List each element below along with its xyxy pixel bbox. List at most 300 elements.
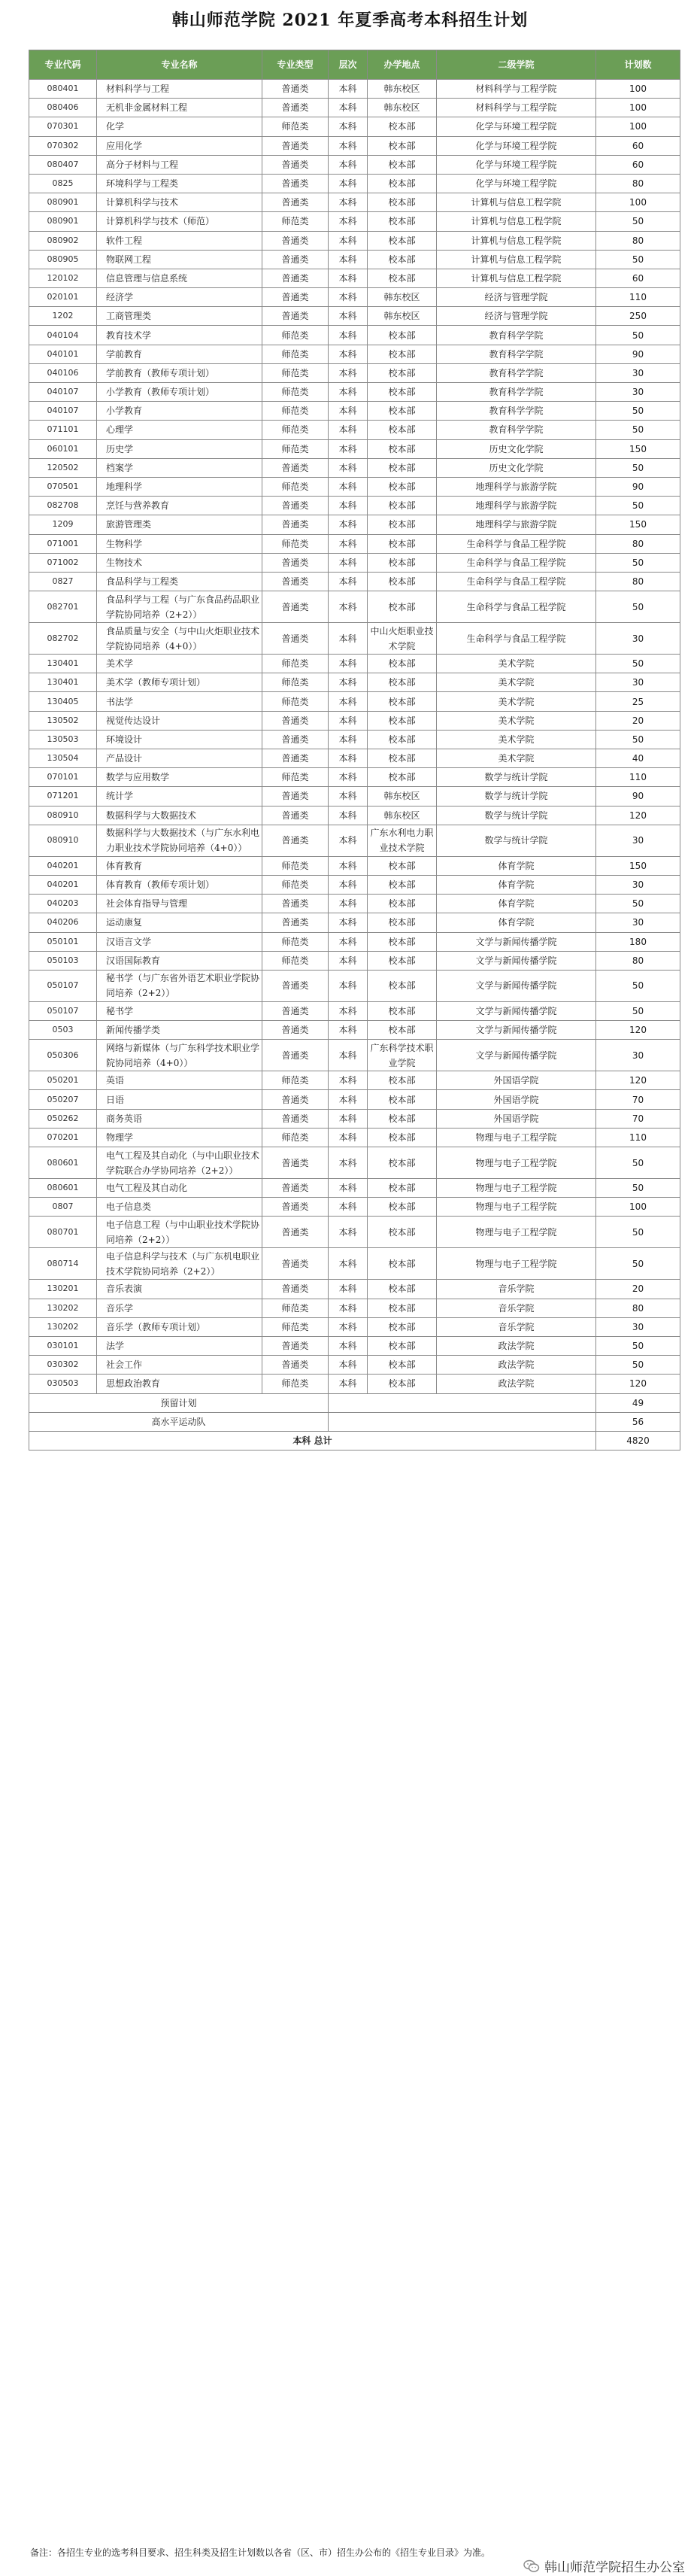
cell-code: 040107	[29, 383, 97, 402]
cell-campus: 校本部	[368, 250, 437, 269]
cell-major: 小学教育	[97, 402, 262, 421]
cell-college: 体育学院	[437, 895, 596, 913]
table-row	[29, 288, 680, 307]
cell-campus: 校本部	[368, 1021, 437, 1040]
cell-plan: 30	[596, 383, 680, 402]
cell-college: 体育学院	[437, 875, 596, 894]
table-row	[29, 117, 680, 136]
cell-major: 生物技术	[97, 553, 262, 572]
cell-level: 本科	[329, 623, 368, 655]
cell-code: 040107	[29, 402, 97, 421]
cell-plan: 100	[596, 1198, 680, 1217]
cell-campus: 广东水利电力职业技术学院	[368, 825, 437, 856]
cell-college: 音乐学院	[437, 1280, 596, 1299]
cell-type: 师范类	[262, 439, 329, 458]
cell-college: 计算机与信息工程学院	[437, 212, 596, 231]
cell-campus: 校本部	[368, 212, 437, 231]
cell-type: 普通类	[262, 553, 329, 572]
cell-college: 化学与环境工程学院	[437, 155, 596, 174]
cell-level: 本科	[329, 1179, 368, 1198]
table-row	[29, 673, 680, 692]
cell-campus: 校本部	[368, 1248, 437, 1280]
cell-plan: 80	[596, 231, 680, 250]
cell-type: 普通类	[262, 825, 329, 856]
cell-campus: 校本部	[368, 1280, 437, 1299]
cell-campus: 校本部	[368, 326, 437, 345]
table-row	[29, 174, 680, 193]
cell-major: 电气工程及其自动化	[97, 1179, 262, 1198]
cell-level: 本科	[329, 768, 368, 787]
cell-plan: 50	[596, 1179, 680, 1198]
cell-code: 071201	[29, 787, 97, 806]
table-row	[29, 1071, 680, 1090]
cell-campus: 校本部	[368, 1375, 437, 1393]
cell-major: 高分子材料与工程	[97, 155, 262, 174]
cell-plan: 50	[596, 458, 680, 477]
cell-college: 美术学院	[437, 711, 596, 730]
cell-level: 本科	[329, 1198, 368, 1217]
cell-major: 心理学	[97, 421, 262, 439]
cell-major: 材料科学与工程	[97, 80, 262, 99]
cell-major: 秘书学（与广东省外语艺术职业学院协同培养（2+2））	[97, 970, 262, 1001]
cell-campus: 校本部	[368, 1356, 437, 1375]
table-row	[29, 572, 680, 591]
cell-college: 生命科学与食品工程学院	[437, 534, 596, 553]
cell-type: 普通类	[262, 913, 329, 932]
total-label: 本科 总计	[29, 1431, 596, 1450]
cell-level: 本科	[329, 951, 368, 970]
cell-level: 本科	[329, 1090, 368, 1109]
cell-major: 烹饪与营养教育	[97, 497, 262, 515]
cell-type: 普通类	[262, 1179, 329, 1198]
cell-level: 本科	[329, 1299, 368, 1317]
cell-plan: 90	[596, 345, 680, 363]
cell-college: 经济与管理学院	[437, 288, 596, 307]
cell-campus: 校本部	[368, 193, 437, 212]
cell-code: 130503	[29, 730, 97, 749]
cell-campus: 校本部	[368, 1001, 437, 1020]
cell-college: 教育科学学院	[437, 363, 596, 382]
table-row	[29, 875, 680, 894]
cell-level: 本科	[329, 1128, 368, 1147]
table-row	[29, 1198, 680, 1217]
cell-code: 040201	[29, 856, 97, 875]
cell-plan: 30	[596, 673, 680, 692]
cell-major: 小学教育（教师专项计划）	[97, 383, 262, 402]
cell-college: 政法学院	[437, 1336, 596, 1355]
cell-plan: 30	[596, 623, 680, 655]
cell-code: 040106	[29, 363, 97, 382]
table-header-row	[29, 50, 680, 80]
cell-campus: 校本部	[368, 1198, 437, 1217]
table-row	[29, 1375, 680, 1393]
cell-college: 教育科学学院	[437, 326, 596, 345]
cell-plan: 50	[596, 421, 680, 439]
cell-campus: 校本部	[368, 155, 437, 174]
cell-major: 环境科学与工程类	[97, 174, 262, 193]
cell-plan: 50	[596, 1248, 680, 1280]
cell-code: 030503	[29, 1375, 97, 1393]
cell-campus: 校本部	[368, 895, 437, 913]
table-row	[29, 768, 680, 787]
cell-type: 普通类	[262, 730, 329, 749]
table-body	[29, 80, 680, 1451]
cell-type: 普通类	[262, 231, 329, 250]
table-row	[29, 363, 680, 382]
cell-campus: 韩东校区	[368, 787, 437, 806]
table-row	[29, 1317, 680, 1336]
cell-level: 本科	[329, 212, 368, 231]
cell-level: 本科	[329, 1021, 368, 1040]
cell-plan: 30	[596, 825, 680, 856]
cell-college: 文学与新闻传播学院	[437, 1001, 596, 1020]
cell-major: 经济学	[97, 288, 262, 307]
cell-code: 1202	[29, 307, 97, 326]
cell-type: 师范类	[262, 768, 329, 787]
cell-code: 1209	[29, 515, 97, 534]
cell-code: 070201	[29, 1128, 97, 1147]
cell-type: 师范类	[262, 932, 329, 951]
cell-plan: 150	[596, 439, 680, 458]
cell-campus: 校本部	[368, 269, 437, 287]
extra-label: 预留计划	[29, 1393, 329, 1412]
cell-code: 030302	[29, 1356, 97, 1375]
cell-plan: 100	[596, 99, 680, 117]
cell-level: 本科	[329, 1109, 368, 1128]
table-row	[29, 825, 680, 856]
cell-type: 普通类	[262, 515, 329, 534]
cell-major: 应用化学	[97, 136, 262, 155]
table-row	[29, 913, 680, 932]
cell-campus: 校本部	[368, 402, 437, 421]
cell-college: 计算机与信息工程学院	[437, 231, 596, 250]
cell-college: 外国语学院	[437, 1071, 596, 1090]
cell-college: 教育科学学院	[437, 345, 596, 363]
cell-code: 120502	[29, 458, 97, 477]
cell-code: 080714	[29, 1248, 97, 1280]
cell-level: 本科	[329, 856, 368, 875]
cell-college: 数学与统计学院	[437, 806, 596, 825]
cell-code: 082702	[29, 623, 97, 655]
cell-college: 地理科学与旅游学院	[437, 477, 596, 496]
cell-campus: 校本部	[368, 383, 437, 402]
watermark	[523, 2556, 685, 2575]
cell-type: 普通类	[262, 80, 329, 99]
cell-major: 软件工程	[97, 231, 262, 250]
cell-type: 师范类	[262, 477, 329, 496]
cell-major: 物理学	[97, 1128, 262, 1147]
cell-type: 师范类	[262, 1317, 329, 1336]
cell-level: 本科	[329, 174, 368, 193]
cell-type: 普通类	[262, 1336, 329, 1355]
cell-type: 普通类	[262, 1021, 329, 1040]
cell-code: 080910	[29, 806, 97, 825]
table-row	[29, 1147, 680, 1179]
cell-level: 本科	[329, 806, 368, 825]
cell-plan: 120	[596, 1375, 680, 1393]
cell-college: 体育学院	[437, 913, 596, 932]
header-college: 二级学院	[437, 50, 596, 80]
cell-college: 化学与环境工程学院	[437, 136, 596, 155]
cell-campus: 校本部	[368, 572, 437, 591]
cell-major: 社会工作	[97, 1356, 262, 1375]
cell-plan: 110	[596, 1128, 680, 1147]
cell-type: 师范类	[262, 345, 329, 363]
table-row	[29, 591, 680, 623]
cell-level: 本科	[329, 932, 368, 951]
cell-code: 050306	[29, 1040, 97, 1071]
cell-campus: 校本部	[368, 1147, 437, 1179]
cell-code: 080601	[29, 1179, 97, 1198]
cell-plan: 30	[596, 1317, 680, 1336]
cell-plan: 60	[596, 136, 680, 155]
table-row	[29, 326, 680, 345]
table-row	[29, 250, 680, 269]
cell-plan: 30	[596, 913, 680, 932]
cell-type: 普通类	[262, 572, 329, 591]
cell-campus: 校本部	[368, 534, 437, 553]
cell-code: 050201	[29, 1071, 97, 1090]
table-row-extra	[29, 1393, 680, 1412]
cell-code: 082708	[29, 497, 97, 515]
cell-plan: 80	[596, 534, 680, 553]
cell-college: 历史文化学院	[437, 439, 596, 458]
cell-major: 体育教育（教师专项计划）	[97, 875, 262, 894]
enrollment-plan-table	[29, 50, 680, 1451]
cell-college: 经济与管理学院	[437, 307, 596, 326]
cell-level: 本科	[329, 1001, 368, 1020]
cell-major: 无机非金属材料工程	[97, 99, 262, 117]
table-row	[29, 1001, 680, 1020]
cell-college: 音乐学院	[437, 1299, 596, 1317]
cell-code: 071002	[29, 553, 97, 572]
table-row	[29, 1179, 680, 1198]
cell-level: 本科	[329, 458, 368, 477]
table-row	[29, 155, 680, 174]
cell-plan: 50	[596, 402, 680, 421]
cell-college: 文学与新闻传播学院	[437, 970, 596, 1001]
cell-level: 本科	[329, 1336, 368, 1355]
cell-code: 130405	[29, 692, 97, 711]
cell-major: 旅游管理类	[97, 515, 262, 534]
cell-college: 文学与新闻传播学院	[437, 951, 596, 970]
cell-major: 汉语国际教育	[97, 951, 262, 970]
cell-type: 普通类	[262, 1147, 329, 1179]
cell-major: 体育教育	[97, 856, 262, 875]
cell-type: 师范类	[262, 1128, 329, 1147]
cell-level: 本科	[329, 515, 368, 534]
table-row	[29, 730, 680, 749]
cell-plan: 90	[596, 787, 680, 806]
cell-type: 普通类	[262, 497, 329, 515]
cell-code: 080902	[29, 231, 97, 250]
cell-major: 学前教育（教师专项计划）	[97, 363, 262, 382]
cell-code: 130202	[29, 1299, 97, 1317]
cell-type: 师范类	[262, 534, 329, 553]
cell-plan: 110	[596, 768, 680, 787]
cell-type: 普通类	[262, 787, 329, 806]
cell-type: 师范类	[262, 875, 329, 894]
cell-plan: 70	[596, 1109, 680, 1128]
cell-level: 本科	[329, 1147, 368, 1179]
cell-campus: 校本部	[368, 1336, 437, 1355]
cell-plan: 60	[596, 269, 680, 287]
table-row	[29, 1109, 680, 1128]
cell-campus: 校本部	[368, 439, 437, 458]
table-row	[29, 655, 680, 673]
cell-level: 本科	[329, 970, 368, 1001]
cell-type: 师范类	[262, 212, 329, 231]
cell-type: 师范类	[262, 856, 329, 875]
cell-plan: 100	[596, 117, 680, 136]
cell-campus: 校本部	[368, 1090, 437, 1109]
total-value: 4820	[596, 1431, 680, 1450]
table-row	[29, 1299, 680, 1317]
cell-campus: 校本部	[368, 875, 437, 894]
cell-code: 040104	[29, 326, 97, 345]
cell-major: 日语	[97, 1090, 262, 1109]
cell-code: 071101	[29, 421, 97, 439]
cell-level: 本科	[329, 497, 368, 515]
cell-level: 本科	[329, 477, 368, 496]
cell-type: 师范类	[262, 363, 329, 382]
cell-code: 070501	[29, 477, 97, 496]
cell-type: 师范类	[262, 692, 329, 711]
cell-major: 书法学	[97, 692, 262, 711]
cell-type: 普通类	[262, 1040, 329, 1071]
cell-college: 物理与电子工程学院	[437, 1179, 596, 1198]
cell-campus: 校本部	[368, 1109, 437, 1128]
cell-plan: 50	[596, 1001, 680, 1020]
cell-campus: 校本部	[368, 913, 437, 932]
cell-campus: 韩东校区	[368, 80, 437, 99]
cell-major: 美术学	[97, 655, 262, 673]
cell-college: 材料科学与工程学院	[437, 99, 596, 117]
cell-college: 历史文化学院	[437, 458, 596, 477]
cell-major: 运动康复	[97, 913, 262, 932]
cell-level: 本科	[329, 749, 368, 768]
table-row	[29, 1217, 680, 1248]
cell-code: 130504	[29, 749, 97, 768]
cell-level: 本科	[329, 80, 368, 99]
cell-code: 0825	[29, 174, 97, 193]
cell-major: 新闻传播学类	[97, 1021, 262, 1040]
table-row	[29, 806, 680, 825]
cell-plan: 250	[596, 307, 680, 326]
table-row	[29, 383, 680, 402]
cell-plan: 100	[596, 80, 680, 99]
table-row	[29, 1280, 680, 1299]
cell-campus: 校本部	[368, 749, 437, 768]
cell-level: 本科	[329, 1356, 368, 1375]
table-row	[29, 269, 680, 287]
cell-campus: 校本部	[368, 117, 437, 136]
cell-type: 师范类	[262, 673, 329, 692]
cell-code: 070301	[29, 117, 97, 136]
cell-level: 本科	[329, 155, 368, 174]
cell-type: 普通类	[262, 895, 329, 913]
cell-code: 080601	[29, 1147, 97, 1179]
cell-code: 120102	[29, 269, 97, 287]
cell-code: 030101	[29, 1336, 97, 1355]
cell-plan: 30	[596, 1040, 680, 1071]
cell-college: 美术学院	[437, 692, 596, 711]
page-title: 韩山师范学院 2021 年夏季高考本科招生计划	[171, 11, 529, 30]
cell-major: 生物科学	[97, 534, 262, 553]
cell-college: 政法学院	[437, 1356, 596, 1375]
extra-label: 高水平运动队	[29, 1412, 329, 1431]
cell-major: 信息管理与信息系统	[97, 269, 262, 287]
cell-level: 本科	[329, 421, 368, 439]
table-row	[29, 1021, 680, 1040]
cell-major: 音乐表演	[97, 1280, 262, 1299]
cell-level: 本科	[329, 825, 368, 856]
cell-campus: 中山火炬职业技术学院	[368, 623, 437, 655]
cell-major: 音乐学	[97, 1299, 262, 1317]
cell-level: 本科	[329, 673, 368, 692]
cell-college: 化学与环境工程学院	[437, 174, 596, 193]
table-row	[29, 80, 680, 99]
cell-college: 数学与统计学院	[437, 825, 596, 856]
wechat-icon	[523, 2559, 540, 2573]
cell-major: 法学	[97, 1336, 262, 1355]
cell-college: 材料科学与工程学院	[437, 80, 596, 99]
cell-college: 文学与新闻传播学院	[437, 1040, 596, 1071]
cell-plan: 50	[596, 655, 680, 673]
cell-type: 普通类	[262, 1198, 329, 1217]
cell-level: 本科	[329, 117, 368, 136]
cell-major: 历史学	[97, 439, 262, 458]
cell-code: 080905	[29, 250, 97, 269]
cell-campus: 校本部	[368, 1217, 437, 1248]
cell-plan: 50	[596, 1147, 680, 1179]
cell-major: 思想政治教育	[97, 1375, 262, 1393]
cell-college: 外国语学院	[437, 1109, 596, 1128]
cell-major: 地理科学	[97, 477, 262, 496]
table-row	[29, 711, 680, 730]
cell-campus: 韩东校区	[368, 288, 437, 307]
cell-major: 电气工程及其自动化（与中山职业技术学院联合办学协同培养（2+2））	[97, 1147, 262, 1179]
cell-major: 统计学	[97, 787, 262, 806]
cell-level: 本科	[329, 730, 368, 749]
header-type: 专业类型	[262, 50, 329, 80]
cell-campus: 校本部	[368, 231, 437, 250]
cell-campus: 校本部	[368, 856, 437, 875]
cell-level: 本科	[329, 875, 368, 894]
cell-level: 本科	[329, 363, 368, 382]
cell-type: 普通类	[262, 1109, 329, 1128]
cell-college: 文学与新闻传播学院	[437, 1021, 596, 1040]
cell-major: 电子信息类	[97, 1198, 262, 1217]
cell-code: 130202	[29, 1317, 97, 1336]
cell-level: 本科	[329, 439, 368, 458]
cell-college: 外国语学院	[437, 1090, 596, 1109]
cell-level: 本科	[329, 345, 368, 363]
cell-type: 师范类	[262, 655, 329, 673]
cell-college: 数学与统计学院	[437, 768, 596, 787]
cell-level: 本科	[329, 1217, 368, 1248]
cell-major: 网络与新媒体（与广东科学技术职业学院协同培养（4+0））	[97, 1040, 262, 1071]
cell-type: 师范类	[262, 117, 329, 136]
cell-plan: 80	[596, 1299, 680, 1317]
cell-type: 普通类	[262, 99, 329, 117]
cell-type: 师范类	[262, 1071, 329, 1090]
cell-major: 视觉传达设计	[97, 711, 262, 730]
cell-code: 050207	[29, 1090, 97, 1109]
table-row	[29, 749, 680, 768]
cell-major: 秘书学	[97, 1001, 262, 1020]
cell-level: 本科	[329, 655, 368, 673]
